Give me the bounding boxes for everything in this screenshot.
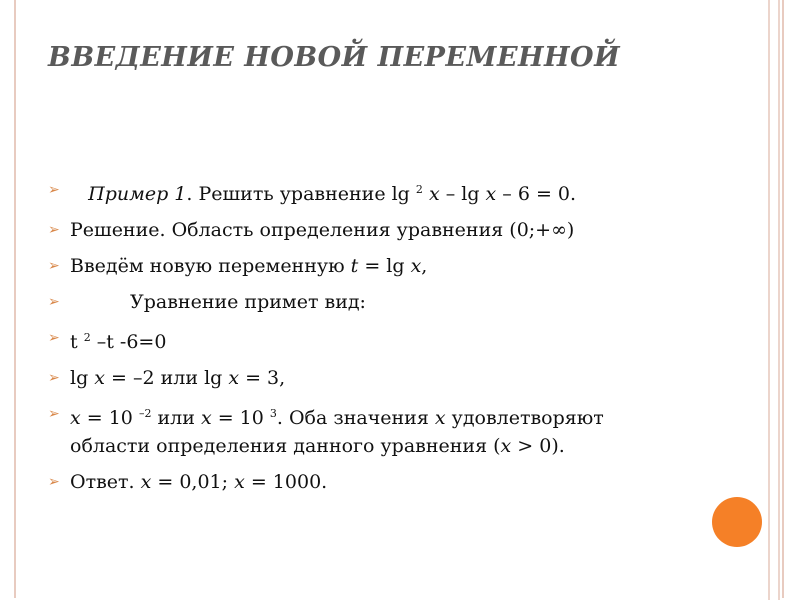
list-item: ➢ t $^2$ –t -6=0 [48, 324, 688, 356]
list-item: ➢ Пример 1. Решить уравнение lg $^2$ x – lg x – 6 = 0. [48, 176, 688, 208]
list-item: ➢ x = 10 $^{-2}$ или x = 10 $^3$. Оба значения x удовлетворяют области определения данного уравнения (x > 0). [48, 400, 688, 460]
bullet-icon: ➢ [48, 474, 60, 490]
bullet-icon: ➢ [48, 330, 60, 346]
list-item: ➢ Решение. Область определения уравнения (0;+∞) [48, 216, 688, 244]
list-item: ➢ Уравнение примет вид: [48, 288, 688, 316]
bullet-icon: ➢ [48, 294, 60, 310]
list-item: ➢ Введём новую переменную t = lg x, [48, 252, 688, 280]
list-item: ➢ lg x = –2 или lg x = 3, [48, 364, 688, 392]
decorative-circle-icon [712, 497, 762, 547]
frame-bar [778, 0, 780, 600]
bullet-icon: ➢ [48, 182, 60, 198]
example-label: Пример 1 [88, 183, 187, 205]
bullet-icon: ➢ [48, 222, 60, 238]
slide-content [48, 176, 688, 504]
bullet-icon: ➢ [48, 258, 60, 274]
bullet-icon: ➢ [48, 370, 60, 386]
list-item: ➢ Ответ. x = 0,01; x = 1000. [48, 468, 688, 496]
bullet-icon: ➢ [48, 406, 60, 422]
frame-bar [768, 0, 770, 600]
slide-title: ВВЕДЕНИЕ НОВОЙ ПЕРЕМЕННОЙ [48, 42, 621, 73]
